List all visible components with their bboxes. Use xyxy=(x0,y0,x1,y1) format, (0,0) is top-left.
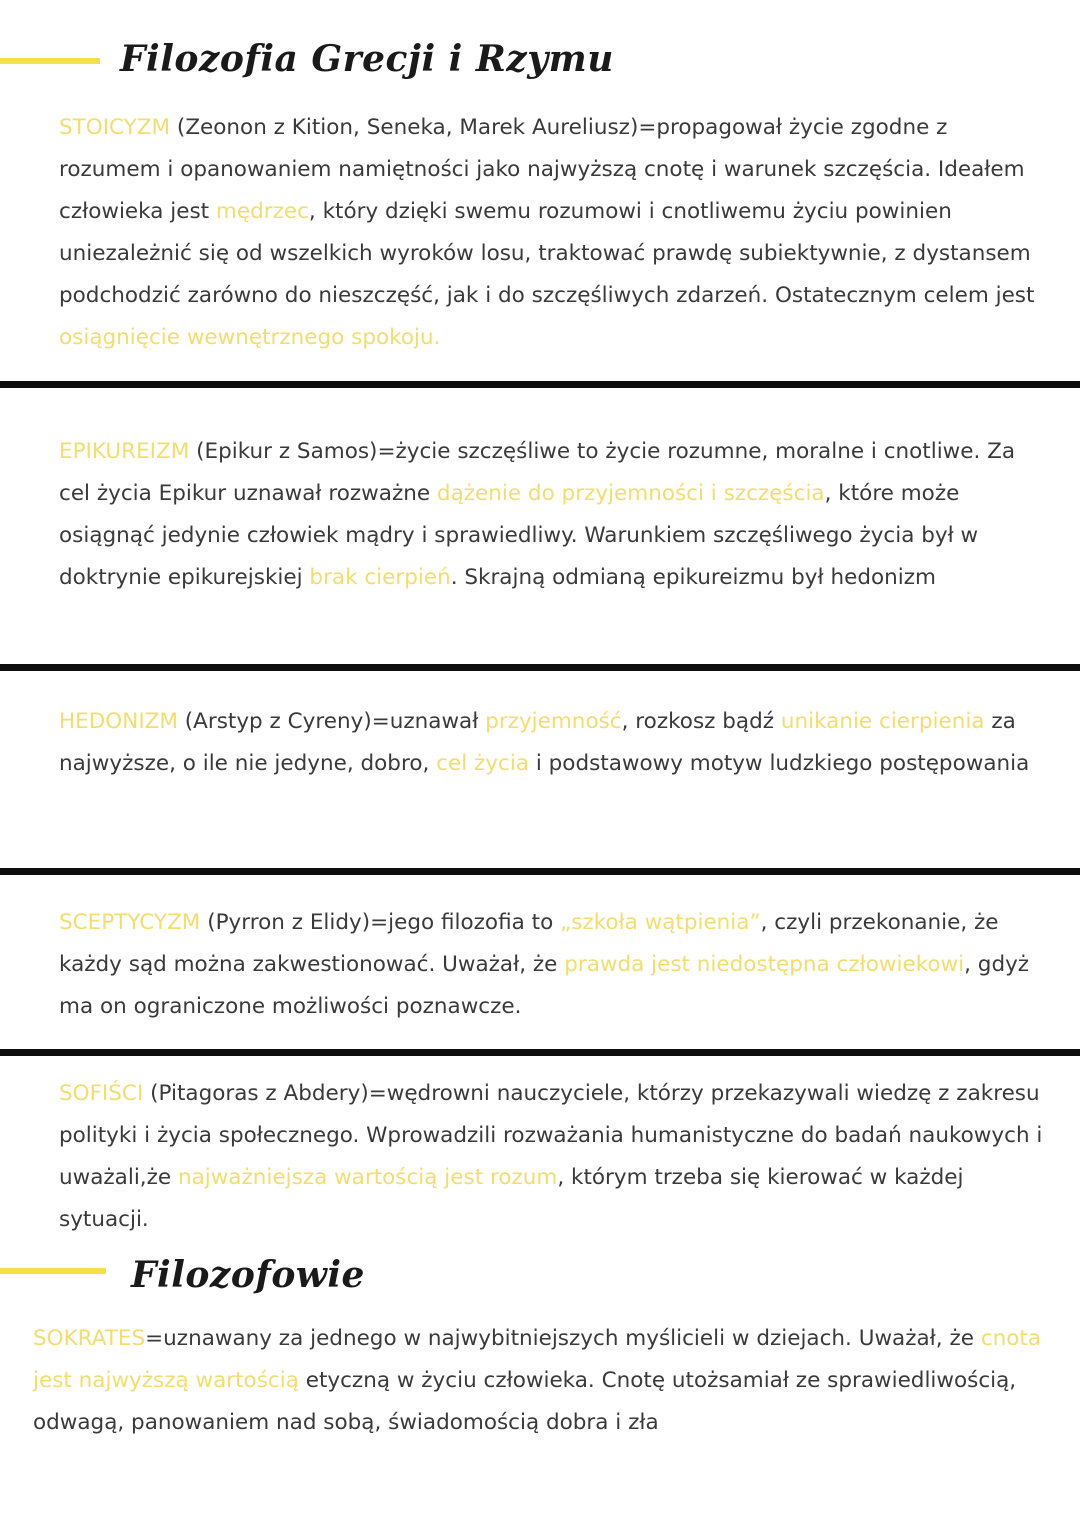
highlight-term: przyjemność xyxy=(485,709,622,734)
highlight-term: cel życia xyxy=(436,751,529,776)
text-run: (Pyrron z Elidy)=jego filozofia to xyxy=(200,910,561,935)
text-run: (Pitagoras z Abdery)=wędrowni nauczyciele, którzy przekazywali wiedzę z zakresu polityki i życia społecznego. Wprowadzili rozważania humanistyczne do badań naukowych i uważali,że xyxy=(59,1081,1043,1190)
text-run: , czyli przekonanie, że każdy sąd można zakwestionować. Uważał, że xyxy=(59,910,999,977)
highlight-term: brak cierpień xyxy=(309,565,451,590)
stoicyzm-text xyxy=(59,107,1049,359)
text-run: (Arstyp z Cyreny)=uznawał xyxy=(177,709,486,734)
highlight-term: prawda jest niedostępna człowiekowi xyxy=(564,952,965,977)
divider-2 xyxy=(0,664,1080,671)
text-run: etyczną w życiu człowieka. Cnotę utożsamiał ze sprawiedliwością, odwagą, panowaniem nad sobą, świadomością dobra i zła xyxy=(33,1368,1017,1435)
page-title: Filozofia Grecji i Rzymu xyxy=(120,38,614,80)
text-run: za najwyższe, o ile nie jedyne, dobro, xyxy=(59,709,1016,776)
highlight-term: HEDONIZM xyxy=(59,709,178,734)
text-run: , gdyż ma on ograniczone możliwości poznawcze. xyxy=(59,952,1030,1019)
section-heading-filozofowie: Filozofowie xyxy=(131,1254,365,1296)
highlight-term: mędrzec xyxy=(215,199,309,224)
section-stoicyzm xyxy=(59,107,1049,359)
section-hedonizm xyxy=(59,701,1049,785)
text-run: , którym trzeba się kierować w każdej sytuacji. xyxy=(59,1165,964,1232)
heading-accent-bar-2 xyxy=(0,1268,106,1274)
highlight-term: SOKRATES xyxy=(33,1326,146,1351)
highlight-term: cnota jest najwyższą wartością xyxy=(33,1326,1042,1393)
heading-accent-bar-1 xyxy=(0,58,100,64)
highlight-term: EPIKUREIZM xyxy=(59,439,190,464)
text-run: i podstawowy motyw ludzkiego postępowania xyxy=(529,751,1030,776)
text-run: , które może osiągnąć jedynie człowiek mądry i sprawiedliwy. Warunkiem szczęśliwego życia był w doktrynie epikurejskiej xyxy=(59,481,979,590)
highlight-term: SOFIŚCI xyxy=(59,1081,144,1106)
text-run: =uznawany za jednego w najwybitniejszych myślicieli w dziejach. Uważał, że xyxy=(145,1326,981,1351)
highlight-term: najważniejsza wartością jest rozum xyxy=(177,1165,558,1190)
text-run: . Skrajną odmianą epikureizmu był hedonizm xyxy=(450,565,936,590)
divider-4 xyxy=(0,1049,1080,1056)
sofisci-text xyxy=(59,1073,1049,1241)
text-run: (Zeonon z Kition, Seneka, Marek Aureliusz)=propagował życie zgodne z rozumem i opanowaniem namiętności jako najwyższą cnotę i warunek szczęścia. Ideałem człowieka jest xyxy=(59,115,1025,224)
highlight-term: unikanie cierpienia xyxy=(780,709,985,734)
section-sofisci xyxy=(59,1073,1049,1241)
text-run: , rozkosz bądź xyxy=(621,709,781,734)
highlight-term: dążenie do przyjemności i szczęścia xyxy=(436,481,825,506)
section-epikureizm xyxy=(59,431,1049,599)
hedonizm-text xyxy=(59,701,1049,785)
sokrates-text xyxy=(33,1318,1043,1444)
highlight-term: osiągnięcie wewnętrznego spokoju. xyxy=(59,325,441,350)
section-sokrates xyxy=(33,1318,1043,1444)
epikureizm-text xyxy=(59,431,1049,599)
text-run: , który dzięki swemu rozumowi i cnotliwemu życiu powinien uniezależnić się od wszelkich wyroków losu, traktować prawdę subiektywnie, z dystansem podchodzić zarówno do nieszczęść, jak i do szczęśliwych zdarzeń. Ostatecznym celem jest xyxy=(59,199,1035,308)
sceptycyzm-text xyxy=(59,902,1049,1028)
highlight-term: STOICYZM xyxy=(59,115,171,140)
highlight-term: „szkoła wątpienia” xyxy=(560,910,761,935)
divider-1 xyxy=(0,381,1080,388)
text-run: (Epikur z Samos)=życie szczęśliwe to życie rozumne, moralne i cnotliwe. Za cel życia Epikur uznawał rozważne xyxy=(59,439,1016,506)
highlight-term: SCEPTYCYZM xyxy=(59,910,201,935)
divider-3 xyxy=(0,868,1080,875)
section-sceptycyzm xyxy=(59,902,1049,1028)
